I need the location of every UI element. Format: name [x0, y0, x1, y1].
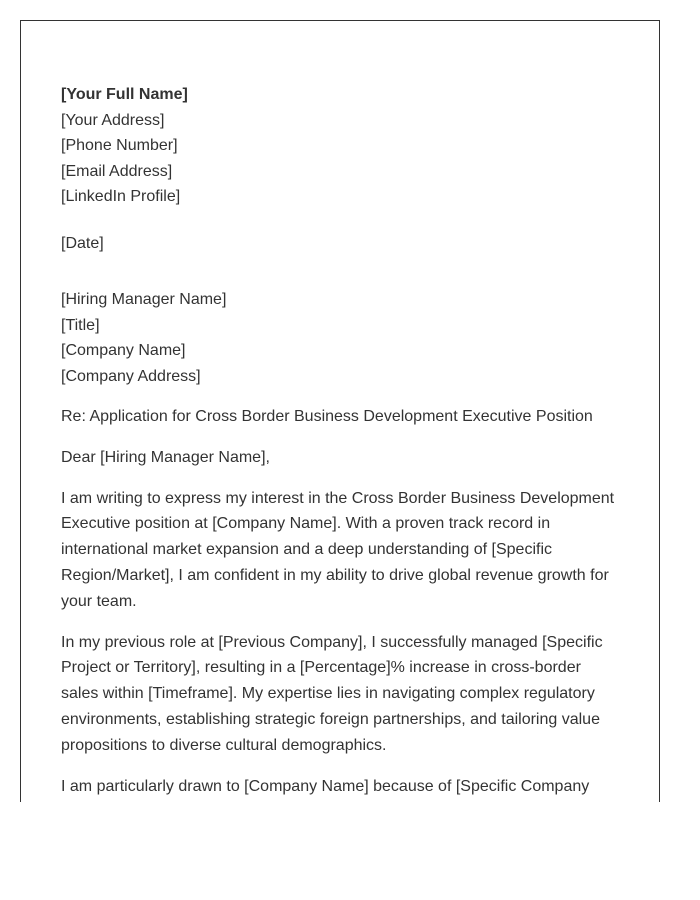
sender-linkedin: [LinkedIn Profile]: [61, 188, 181, 205]
letter-page: [20, 20, 660, 802]
recipient-address: [Company Address]: [61, 367, 201, 385]
sender-phone: [Phone Number]: [61, 137, 178, 154]
recipient-block: [61, 287, 621, 389]
letter-content: [61, 82, 621, 799]
sender-block: [61, 82, 621, 210]
salutation: Dear [Hiring Manager Name],: [61, 448, 270, 466]
recipient-title: [Title]: [61, 316, 100, 334]
body-paragraph-3: I am particularly drawn to [Company Name] because of [Specific Company: [61, 777, 590, 795]
sender-name: [Your Full Name]: [61, 86, 188, 103]
subject-line: Re: Application for Cross Border Business Development Executive Position: [61, 408, 593, 425]
recipient-company: [Company Name]: [61, 342, 186, 359]
body-paragraph-2: In my previous role at [Previous Company], I successfully managed [Specific Project or Territory], resulting in a [Percentage]% increase in cross-border sales within [Timeframe]. My expertise lies in navigating complex regulatory environments, establishing strategic foreign partnerships, and tailoring value propositions to diverse cultural demographics.: [61, 633, 603, 754]
body-paragraph-1: I am writing to express my interest in the Cross Border Business Development Executive position at [Company Name]. With a proven track record in international market expansion and a deep understanding of [Specific Region/Market], I am confident in my ability to drive global revenue growth for your team.: [61, 489, 615, 610]
sender-email: [Email Address]: [61, 162, 173, 180]
letter-date: [Date]: [61, 234, 104, 252]
sender-address: [Your Address]: [61, 111, 165, 129]
recipient-name: [Hiring Manager Name]: [61, 291, 227, 308]
